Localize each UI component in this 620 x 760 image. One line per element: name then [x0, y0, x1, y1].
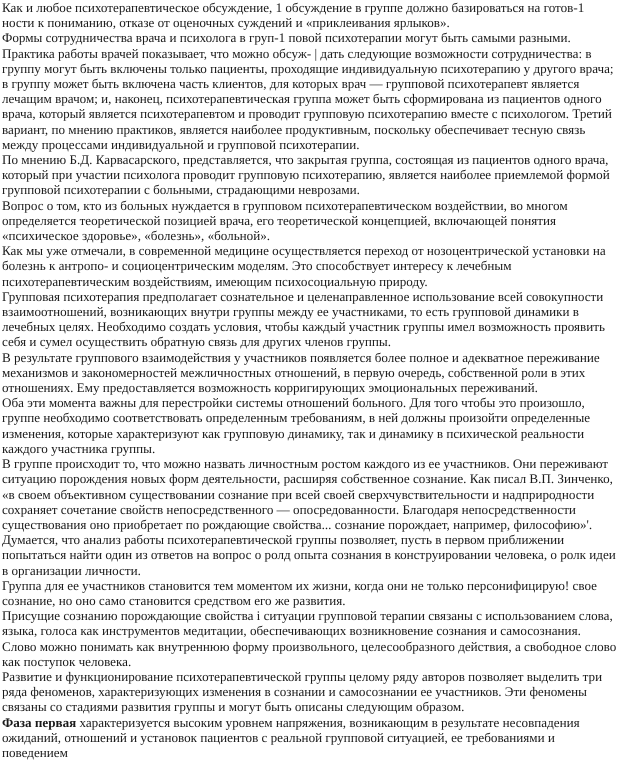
paragraph-8: В результате группового взаимодействия у участников появляется более полное и адекватное переживание механизмов и закономерностей межличностных отношений, в первую очередь, собственной роли в этих отношениях. Ему предоставляется возможность корригирующих эмоциональных переживаний. — [2, 349, 600, 396]
paragraph-13: Присущие сознанию порождающие свойства i ситуации групповой терапии связаны с использованием слова, языка, голоса как инструментов медитации, обеспечивающих возникновение сознания и самосознания. Слово можно понимать как внутреннюю форму произвольного, целесообразного действия, а свободное слово как поступок человека. — [2, 608, 617, 669]
phase-one-text: характеризуется высоким уровнем напряжения, возникающим в результате несовпадения ожиданий, отношений и установок пациентов с реальной групповой ситуацией, ее требованиями и поведением — [2, 714, 580, 760]
paragraph-12: Группа для ее участников становится тем моментом их жизни, когда они не только персонифицирую! свое сознание, но оно само становится средством его же развития. — [2, 577, 597, 608]
paragraph-7: Групповая психотерапия предполагает сознательное и целенаправленное использование всей совокупности взаимоотношений, возникающих внутри группы между ее участниками, то есть групповой динамики в лечебных целях. Необходимо создать условия, чтобы каждый участник группы имел возможность проявить себя и сумел осуществить обратную связь для других членов группы. — [2, 288, 605, 350]
paragraph-4: По мнению Б.Д. Карвасарского, представляется, что закрытая группа, состоящая из пациентов одного врача, который при участии психолога проводит групповую психотерапию, является наиболее приемлемой формой групповой психотерапии с больными, страдающими неврозами. — [2, 152, 610, 198]
paragraph-9: Оба эти момента важны для перестройки системы отношений больного. Для того чтобы это произошло, группе необходимо соответствовать определенным требованиям, в ней должны произойти определенные изменения, которые характеризуют как групповую динамику, так и динамику в психической реальности каждого участника группы. — [2, 395, 591, 456]
paragraph-1: Как и любое психотерапевтическое обсуждение, 1 обсуждение в группе должно базироваться на готов-1 ности к пониманию, отказе от оценочных суждений и «приклеивания ярлыков». — [2, 0, 585, 31]
paragraph-14: Развитие и функционирование психотерапевтической группы целому ряду авторов позволяет выделить три ряда феноменов, характеризующих изменения в сознании и самосознании ее участников. Эти феномены связаны со стадиями развития группы и могут быть описаны следующим образом. — [2, 668, 603, 715]
paragraph-phase-one — [2, 715, 617, 760]
paragraph-10: В группе происходит то, что можно назвать личностным ростом каждого из ее участников. Они переживают ситуацию порождения новых форм деятельности, расширяя собственное сознание. Как писал В.П. Зинченко, «в своем объективном существовании сознание при всей своей сверхчувствительности и надприродности сохраняет сочетание свойств непосредственного — опосредованности. Благодаря непосредственности существования оно приобретает по рождающие свойства... сознание порождает, например, философию»'. — [2, 456, 613, 532]
phase-one-heading: Фаза первая — [2, 714, 77, 730]
paragraph-3: Практика работы врачей показывает, что можно обсуж- | дать следующие возможности сотрудничества: в группу могут быть включены только пациенты, проходящие индивидуальную психотерапию у другого врача; в группу может быть включена часть клиентов, для которых врач — групповой психотерапевт является лечащим врачом; и, наконец, психотерапевтическая группа может быть сформирована из пациентов одного врача, который является психотерапевтом и проводит групповую психотерапию вместе с психологом. Третий вариант, по мнению практиков, является наиболее продуктивным, поскольку обеспечивает тесную связь между процессами индивидуальной и групповой психотерапии. — [2, 45, 614, 152]
paragraph-6: Как мы уже отмечали, в современной медицине осуществляется переход от нозоцентрической установки на болезнь к антропо- и социоцентрическим моделям. Это способствует интересу к лечебным психотерапевтическим воздействиям, имеющим психосоциальную природу. — [2, 243, 606, 289]
paragraph-2: Формы сотрудничества врача и психолога в груп-1 повой психотерапии могут быть самыми разными. — [2, 30, 571, 46]
paragraph-11: Думается, что анализ работы психотерапевтической группы позволяет, пусть в первом приближении попытаться найти один из ответов на вопрос о ролд опыта сознания в конструировании человека, о ролк идеи в организации личности. — [2, 532, 616, 578]
paragraph-5: Вопрос о том, кто из больных нуждается в групповом психотерапевтическом воздействии, во многом определяется теоретической позицией врача, его теоретической концепцией, включающей понятия «психическое здоровье», «болезнь», «больной». — [2, 197, 568, 244]
